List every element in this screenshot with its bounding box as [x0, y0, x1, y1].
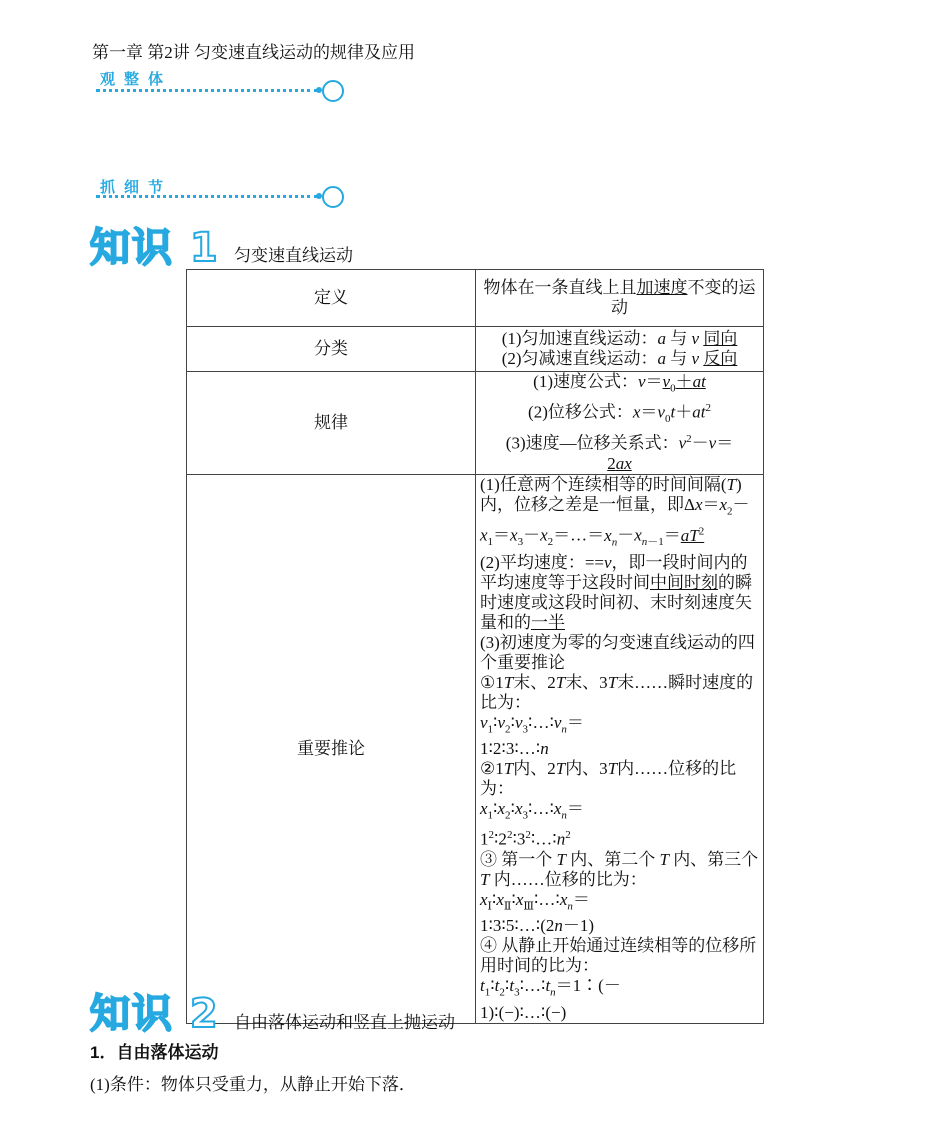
table-row-classification: [187, 327, 764, 372]
knowledge-1-title: 匀变速直线运动: [234, 246, 353, 265]
knowledge-2-title: 自由落体运动和竖直上抛运动: [234, 1013, 455, 1032]
knowledge-1-heading: 知识 1: [90, 225, 220, 271]
definition-label: 定义: [187, 270, 476, 327]
classification-label: 分类: [187, 327, 476, 372]
overview-dots: [96, 89, 318, 92]
overview-ring-icon: [322, 80, 344, 102]
classification-value: (1)匀加速直线运动：a 与 v 同向 (2)匀减速直线运动：a 与 v 反向: [476, 327, 764, 372]
free-fall-condition: (1)条件：物体只受重力，从静止开始下落．: [90, 1075, 416, 1094]
chapter-header: 第一章 第2讲 匀变速直线运动的规律及应用: [92, 43, 415, 62]
laws-label: 规律: [187, 372, 476, 475]
details-dots: [96, 195, 318, 198]
table-row-inferences: [187, 475, 764, 1024]
definition-value: 物体在一条直线上且加速度不变的运动: [476, 270, 764, 327]
details-ring-icon: [322, 186, 344, 208]
table-row-laws: [187, 372, 764, 475]
free-fall-heading: 1．自由落体运动: [90, 1043, 219, 1062]
inferences-label: 重要推论: [187, 475, 476, 1024]
overview-tag: 观整体: [100, 70, 173, 88]
table-row-definition: [187, 270, 764, 327]
details-tag: 抓细节: [100, 178, 173, 196]
details-dot-icon: [316, 193, 322, 199]
inferences-value: (1)任意两个连续相等的时间间隔(T)内，位移之差是一恒量，即$\Delta x=x_2-x_1=x_3-x_2=\dots=x_n-x_{n-1}=aT^2$ (2)平均速度：==v，即一段时间内的平均速度等于这段时间中间时刻的瞬时速度或这段时间初、末时刻速度矢量和的一半 (3)初速度为零的匀变速直线运动的四个重要推论 ①1T末、2T末、3T末……瞬时速度的比为： $v_1∶v_2∶v_3∶\dots∶v_n=$ 1∶2∶3∶…∶n ②1T内、2T内、3T内……位移的比为： $x_1∶x_2∶x_3∶\dots∶x_n=$ $1^2∶2^2∶3^2∶\dots∶n^2$ ③ 第一个 T 内、第二个 T 内、第三个 T 内……位移的比为： $x_Ⅰ∶x_Ⅱ∶x_Ⅲ∶\dots∶x_n=$ 1∶3∶5∶…∶(2n－1) ④ 从静止开始通过连续相等的位移所用时间的比为： $t_1∶t_2∶t_3∶\dots∶t_n=1∶(-$ 1)∶(−)∶…∶(−): [476, 475, 764, 1024]
laws-value: (1)速度公式：$v=v_0+at$ (2)位移公式：$x=v_0t+at^2$ (3)速度—位移关系式：$v^2-v=$ 2ax: [476, 372, 764, 475]
knowledge-2-heading: 知识 2: [90, 991, 220, 1037]
overview-dot-icon: [316, 87, 322, 93]
knowledge-table: [186, 269, 764, 1024]
